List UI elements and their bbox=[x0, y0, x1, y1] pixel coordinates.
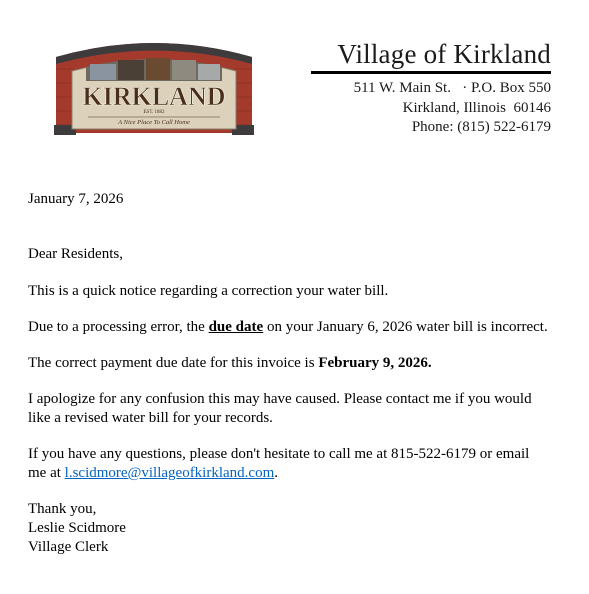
paragraph-correct-date bbox=[28, 354, 548, 373]
p5-before: If you have any questions, please don't hesitate to call me at 815-522-6179 or email me at bbox=[28, 446, 530, 481]
po-box: P.O. Box 550 bbox=[470, 80, 551, 96]
photo-1 bbox=[90, 64, 116, 80]
photo-4 bbox=[172, 60, 196, 80]
organization-name: Village of Kirkland bbox=[337, 39, 551, 69]
p5-after: . bbox=[274, 465, 278, 481]
street-address: 511 W. Main St. bbox=[353, 80, 451, 96]
sign-tagline-text: A Nice Place To Call Home bbox=[118, 119, 190, 126]
village-logo bbox=[54, 37, 254, 135]
kirkland-sign-graphic bbox=[54, 37, 254, 135]
due-date-emphasis: due date bbox=[208, 319, 264, 335]
p3-before: The correct payment due date for this invoice is bbox=[28, 355, 319, 371]
paragraph-processing-error bbox=[28, 318, 548, 337]
photo-5 bbox=[198, 64, 220, 80]
letterhead-rule bbox=[311, 71, 551, 74]
paragraph-apology: I apologize for any confusion this may have caused. Please contact me if you would like a revised water bill for your records. bbox=[28, 391, 532, 426]
phone-number: Phone: (815) 522-6179 bbox=[411, 119, 551, 135]
closing: Thank you, bbox=[28, 501, 97, 517]
salutation: Dear Residents, bbox=[28, 246, 123, 262]
paragraph-contact bbox=[28, 445, 548, 483]
signer-title: Village Clerk bbox=[28, 539, 109, 555]
sign-name-text: KIRKLAND bbox=[82, 82, 226, 111]
letter-body bbox=[28, 190, 548, 557]
p2-before: Due to a processing error, the bbox=[28, 319, 209, 335]
correct-due-date: February 9, 2026. bbox=[318, 355, 432, 371]
email-link[interactable]: l.scidmore@villageofkirkland.com bbox=[64, 465, 275, 481]
address-line-1 bbox=[311, 79, 551, 99]
signer-name: Leslie Scidmore bbox=[28, 520, 126, 536]
paragraph-notice: This is a quick notice regarding a correction your water bill. bbox=[28, 283, 389, 299]
p2-after: on your January 6, 2026 water bill is incorrect. bbox=[263, 319, 548, 335]
address-separator: · bbox=[462, 80, 468, 96]
city-state-zip: Kirkland, Illinois 60146 bbox=[402, 99, 551, 116]
letterhead bbox=[311, 38, 551, 138]
sign-est-text: EST. 1882 bbox=[143, 110, 165, 115]
photo-3 bbox=[146, 58, 170, 80]
photo-2 bbox=[118, 60, 144, 80]
signature-block bbox=[28, 500, 548, 557]
letter-date: January 7, 2026 bbox=[28, 191, 124, 207]
